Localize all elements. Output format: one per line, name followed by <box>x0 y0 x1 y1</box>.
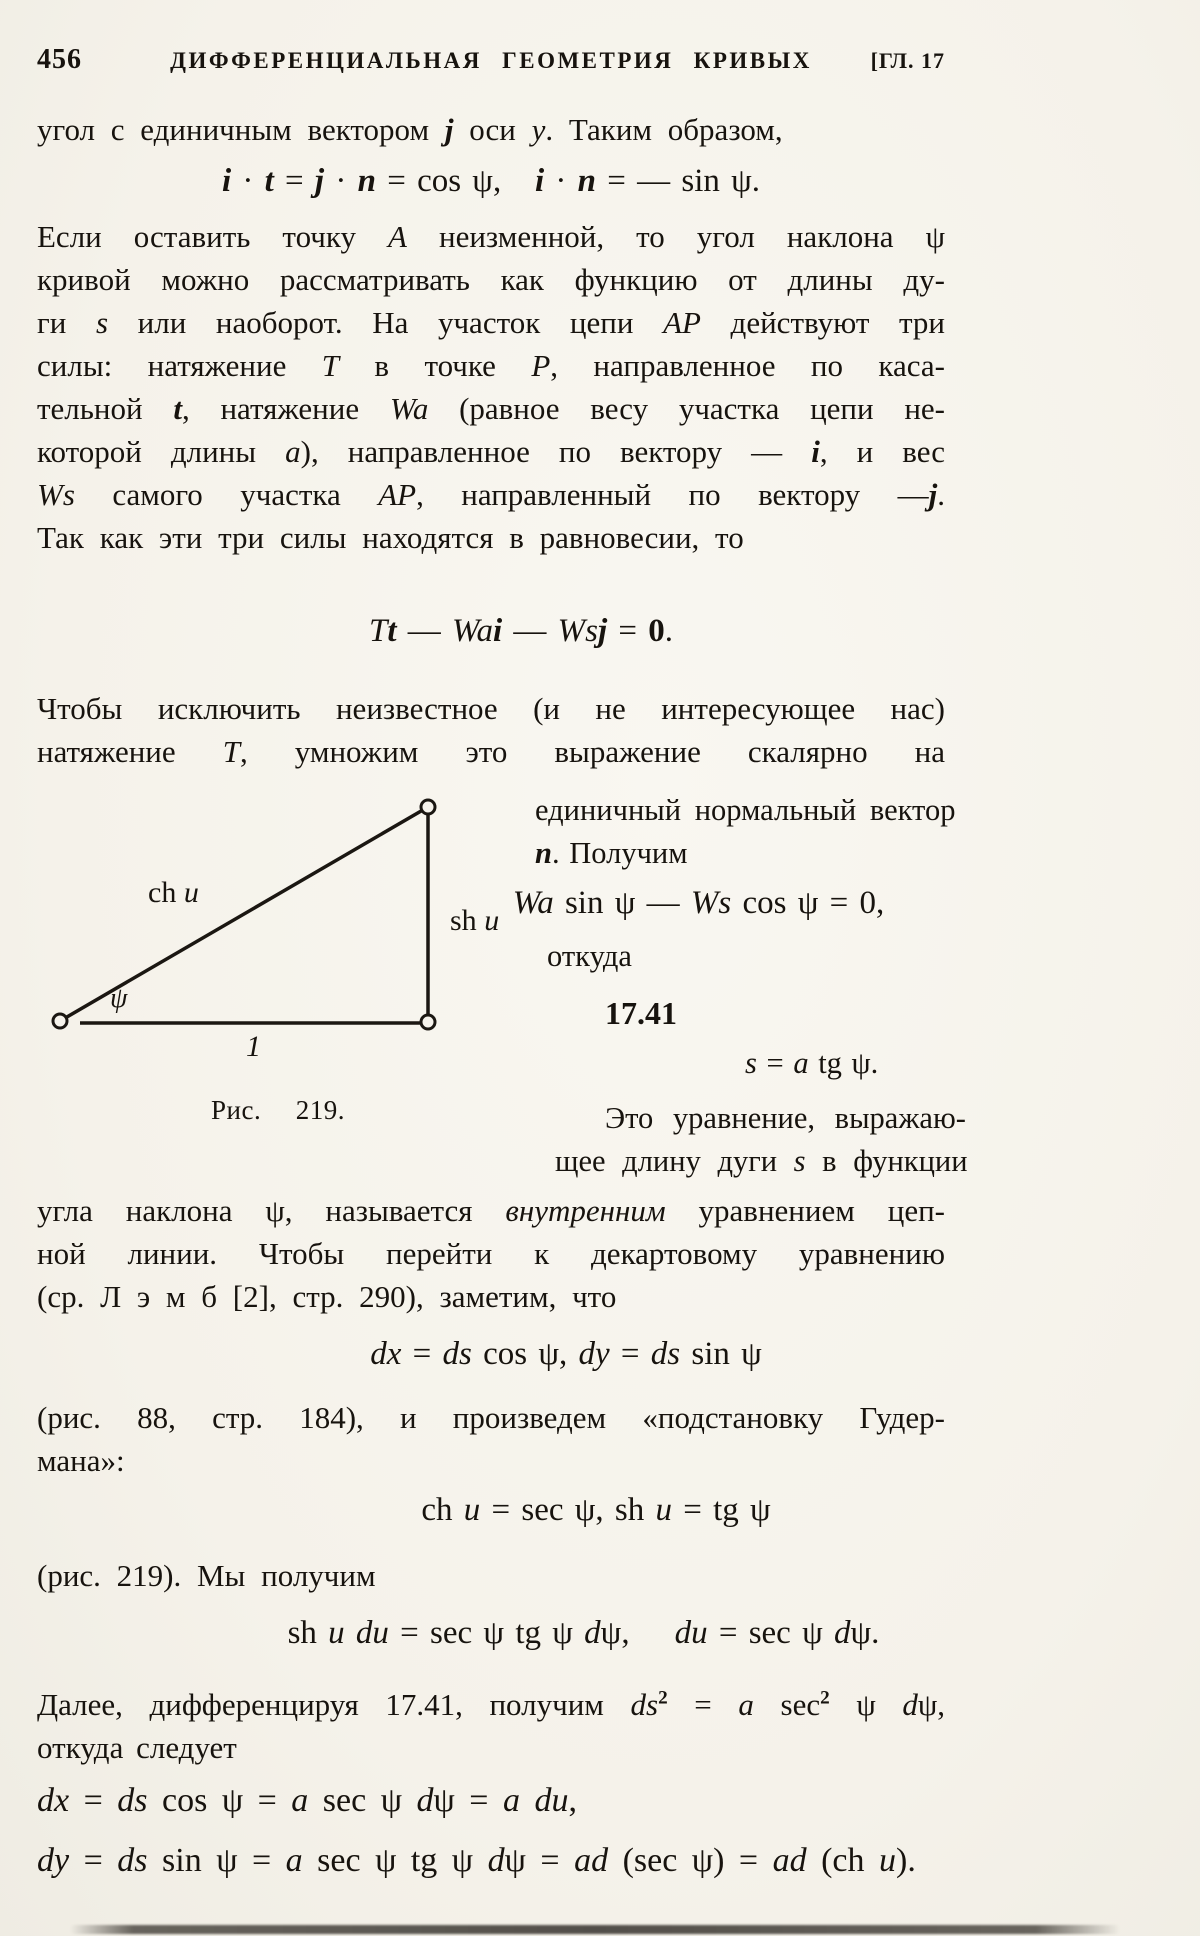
text-line: угла наклона ψ, называется внутренним уравнением цеп- <box>37 1193 945 1228</box>
paragraph-exclude <box>37 687 945 773</box>
vertex-dot-left <box>53 1014 67 1028</box>
text-line: натяжение T, умножим это выражение скалярно на <box>37 734 945 769</box>
text-line: кривой можно рассматривать как функцию от длины ду- <box>37 262 945 297</box>
equation-dx-ds: dx = ds cos ψ, dy = ds sin ψ <box>370 1336 762 1372</box>
equation-ch-sec: ch u = sec ψ, sh u = tg ψ <box>421 1492 771 1528</box>
paragraph-dalee <box>37 1683 945 1769</box>
vertex-dot-top <box>421 800 435 814</box>
text-line: Так как эти три силы находятся в равновесии, то <box>37 520 744 555</box>
text-line: (ср. Л э м б [2], стр. 290), заметим, что <box>37 1279 617 1314</box>
equation-dy-long: dy = ds sin ψ = a sec ψ tg ψ dψ = ad (sec ψ) = ad (ch u). <box>37 1842 916 1879</box>
page-edge-shadow <box>70 1925 1120 1934</box>
text-line: (рис. 88, стр. 184), и произведем «подстановку Гудер- <box>37 1400 945 1435</box>
equation-unit-vectors: i · t = j · n = cos ψ, i · n = — sin ψ. <box>221 163 761 199</box>
equation-shu-du: sh u du = sec ψ tg ψ dψ, du = sec ψ dψ. <box>287 1615 880 1651</box>
text-line: Ws самого участка AP, направленный по вектору —j. <box>37 477 945 512</box>
paragraph-gudermann <box>37 1396 945 1482</box>
text-line: ной линии. Чтобы перейти к декартовому уравнению <box>37 1236 945 1271</box>
text-line: которой длины a), направленное по вектору — i, и вес <box>37 434 946 469</box>
text-line: Если оставить точку A неизменной, то угол наклона ψ <box>37 219 945 254</box>
text-line: n. Получим <box>535 836 688 870</box>
angle-psi-label: ψ <box>110 983 128 1014</box>
paragraph-inner-equation <box>37 1189 945 1318</box>
text-line: (рис. 219). Мы получим <box>37 1558 376 1593</box>
text-line: откуда следует <box>37 1730 237 1765</box>
text-line: единичный нормальный вектор <box>535 793 956 827</box>
hypotenuse-label: ch u <box>148 876 199 909</box>
equation-dx-long: dx = ds cos ψ = a sec ψ dψ = a du, <box>37 1782 577 1819</box>
text-line: Это уравнение, выражаю- <box>605 1101 966 1135</box>
page-header <box>37 44 945 78</box>
figure-caption: Рис. 219. <box>211 1095 345 1125</box>
wrapped-text-column <box>455 789 968 1183</box>
paragraph-forces <box>37 215 945 559</box>
vertical-side-label: sh u <box>450 904 500 937</box>
vertex-dot-right <box>421 1015 435 1029</box>
text-line: тельной t, натяжение Wa (равное весу участка цепи не- <box>37 391 946 426</box>
text-line: Далее, дифференцируя 17.41, получим $ds^2 = a$ $\sec^2 \psi$ dψ, <box>37 1687 945 1722</box>
chapter-label: [ГЛ. 17 <box>870 48 945 73</box>
equation-number-17-41: 17.41 <box>605 995 677 1031</box>
text-line: силы: натяжение T в точке P, направленное по каса- <box>37 348 945 383</box>
page-number: 456 <box>37 44 82 75</box>
equation-equilibrium: Tt — Wai — Wsj = 0. <box>368 613 674 649</box>
text-line: Чтобы исключить неизвестное (и не интересующее нас) <box>37 691 945 726</box>
text-line: щее длину дуги s в функции <box>555 1144 968 1178</box>
equation-s-a-tg-psi: s = a tg ψ. <box>745 1046 879 1080</box>
running-title: ДИФФЕРЕНЦИАЛЬНАЯ ГЕОМЕТРИЯ КРИВЫХ <box>170 48 812 73</box>
figure-text-wrap-section <box>37 789 968 1189</box>
text-line: откуда <box>547 939 632 973</box>
text-line: угол с единичным вектором j оси y. Таким образом, <box>37 112 783 147</box>
equation-wa-sin: Wa sin ψ — Ws cos ψ = 0, <box>512 885 885 921</box>
text-line: мана»: <box>37 1443 125 1478</box>
base-label: 1 <box>246 1030 261 1063</box>
text-line: ги s или наоборот. На участок цепи AP действуют три <box>37 305 945 340</box>
